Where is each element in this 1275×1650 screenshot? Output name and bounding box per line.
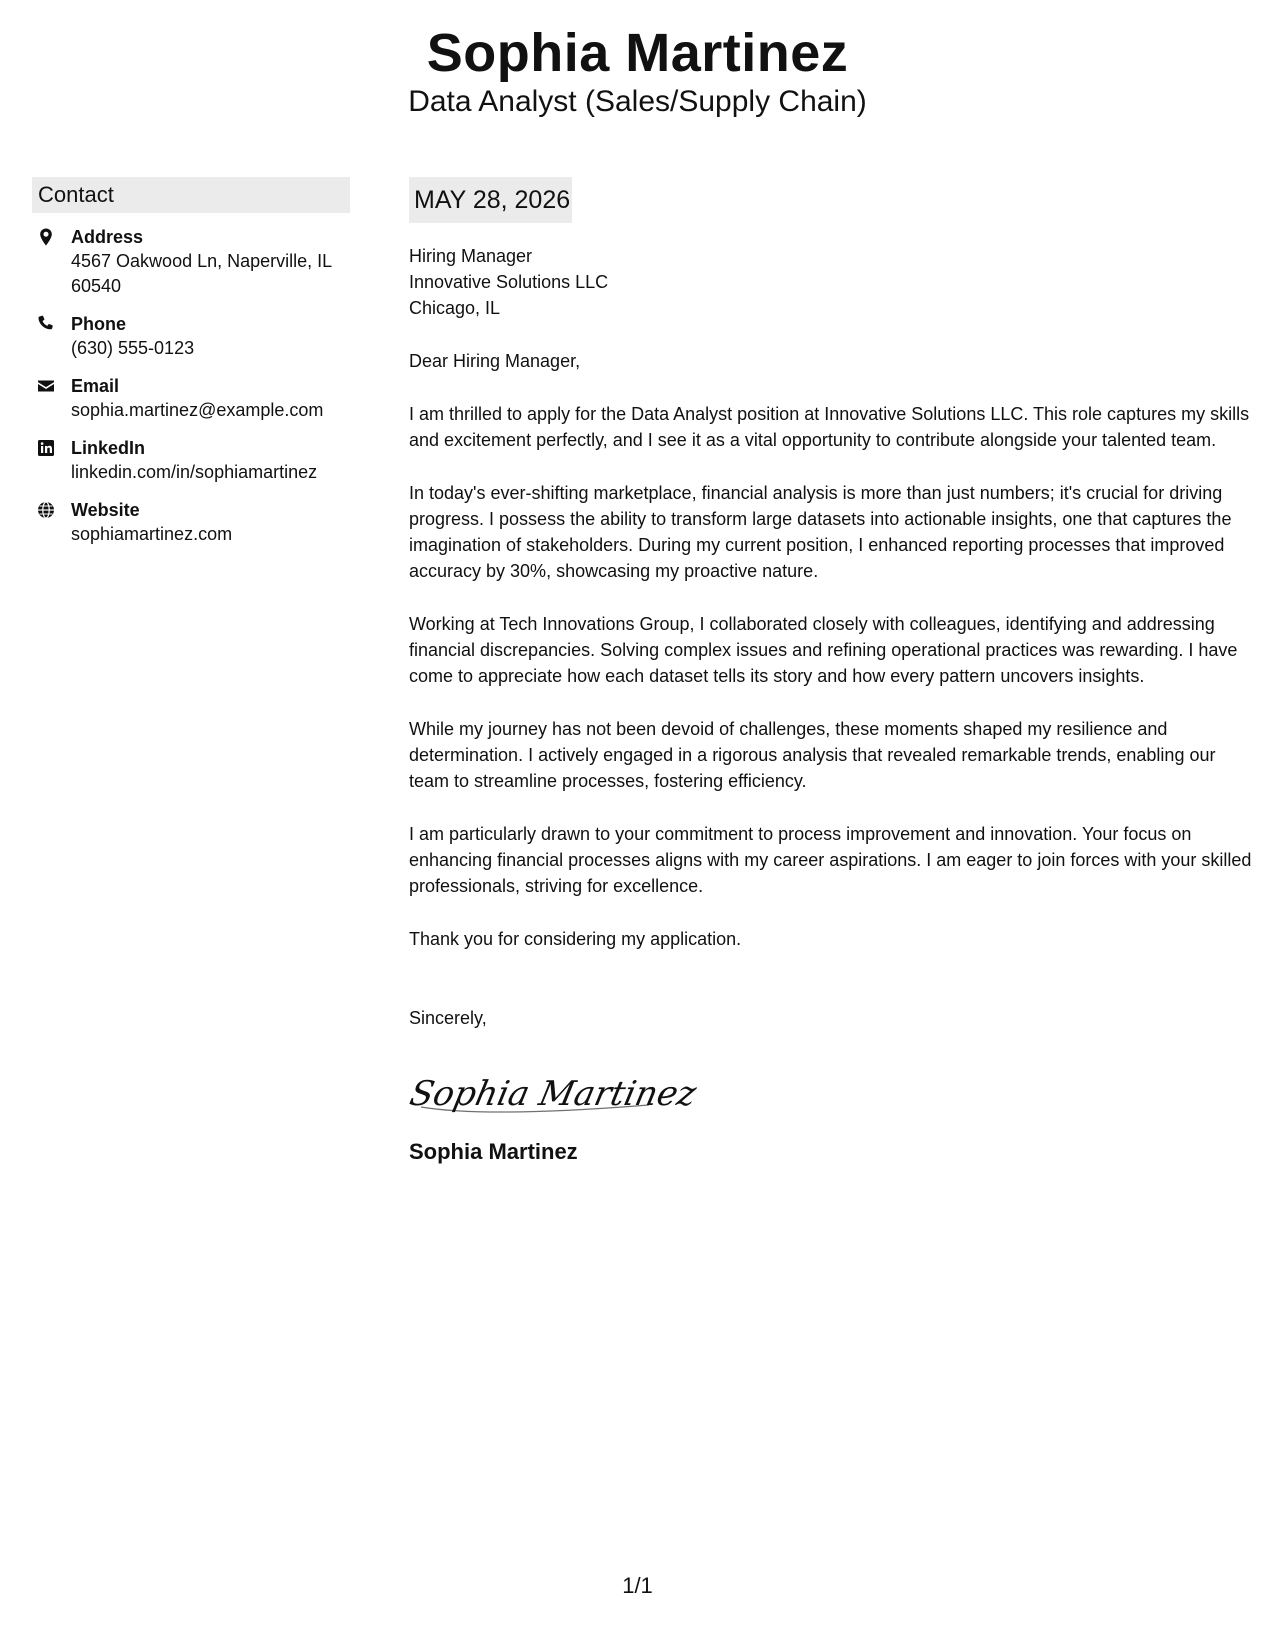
contact-item-linkedin [32,436,350,485]
contact-value: sophiamartinez.com [71,524,233,544]
recipient-block [409,243,1254,321]
contact-label: Address [71,227,144,247]
contact-value: (630) 555-0123 [71,338,195,358]
letter-date: MAY 28, 2026 [409,177,572,223]
contact-item-email [32,374,350,423]
signature-text: Sophia Martinez [406,1074,700,1114]
letter-paragraph: In today's ever-shifting marketplace, financial analysis is more than just numbers; it's crucial for driving progress. I possess the ability to transform large datasets into actionable insights, one that captures the imagination of stakeholders. During my current position, I enhanced reporting processes that improved accuracy by 30%, showcasing my proactive nature. [409,483,1232,581]
letter-paragraph: I am thrilled to apply for the Data Analyst position at Innovative Solutions LLC. This role captures my skills and excitement perfectly, and I see it as a vital opportunity to contribute alongside your talented team. [409,404,1250,450]
contact-label: Website [71,500,140,520]
letter-paragraph: While my journey has not been devoid of challenges, these moments shaped my resilience and determination. I actively engaged in a rigorous analysis that revealed remarkable trends, enabling our team to streamline processes, fostering efficiency. [409,719,1216,791]
closing: Sincerely, [409,1008,487,1028]
letter-paragraph: I am particularly drawn to your commitment to process improvement and innovation. Your focus on enhancing financial processes aligns with my career aspirations. I am eager to join forces with your skilled professionals, striving for excellence. [409,824,1252,896]
resume-header [0,22,1275,120]
contact-item-website [32,498,350,547]
letter-paragraph: Thank you for considering my application. [409,929,742,949]
linkedin-icon [36,438,56,458]
contact-value: sophia.martinez@example.com [71,400,324,420]
contact-heading: Contact [32,177,350,213]
page-number: 1/1 [622,1573,653,1598]
contact-label: Phone [71,314,127,334]
contact-value: 4567 Oakwood Ln, Naperville, IL 60540 [71,251,332,296]
contact-item-phone [32,312,350,361]
recipient-location: Chicago, IL [409,298,501,318]
salutation: Dear Hiring Manager, [409,351,581,371]
envelope-icon [36,376,56,396]
contact-label: LinkedIn [71,438,146,458]
cover-letter-body [406,177,1254,1167]
recipient-title: Hiring Manager [409,246,533,266]
letter-paragraph: Working at Tech Innovations Group, I collaborated closely with colleagues, identifying and addressing financial discrepancies. Solving complex issues and refining operational practices was rewarding. I have come to appreciate how each dataset tells its story and how every pattern uncovers insights. [409,614,1238,686]
contact-list [32,225,350,547]
phone-icon [36,314,56,334]
contact-sidebar [32,177,350,560]
signer-name: Sophia Martinez [409,1139,578,1164]
contact-value: linkedin.com/in/sophiamartinez [71,462,318,482]
recipient-company: Innovative Solutions LLC [409,272,609,292]
job-title: Data Analyst (Sales/Supply Chain) [408,85,867,118]
globe-icon [36,500,56,520]
handwritten-signature [406,1063,1254,1123]
applicant-name: Sophia Martinez [426,23,849,83]
contact-item-address [32,225,350,299]
map-pin-icon [36,227,56,247]
contact-label: Email [71,376,120,396]
